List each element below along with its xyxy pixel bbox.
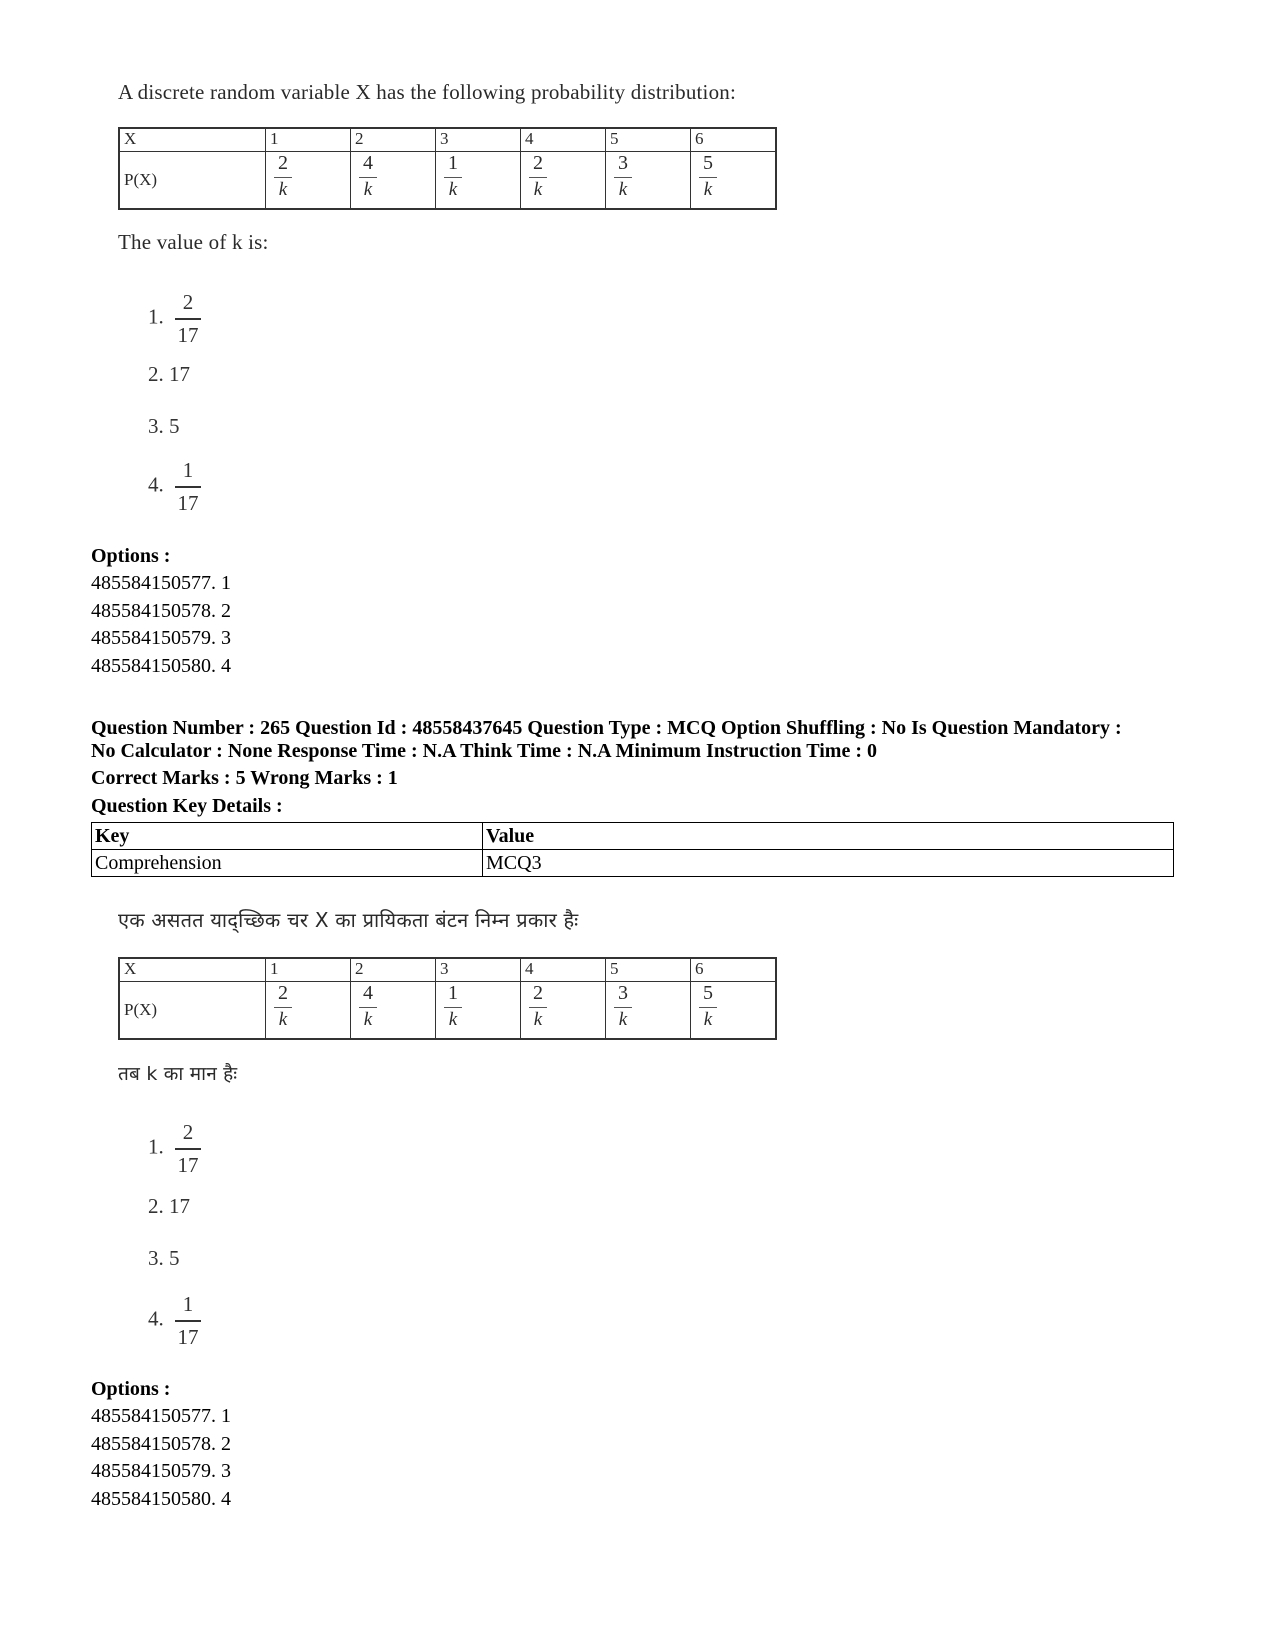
key-details-table xyxy=(91,822,1174,877)
probability-table xyxy=(118,127,777,210)
x-value: 3 xyxy=(436,128,521,152)
x-value: 4 xyxy=(521,128,606,152)
choice-1: 1. $\frac{2}{17}$ xyxy=(148,1120,201,1178)
x-value: 1 xyxy=(266,128,351,152)
x-row-label: X xyxy=(119,958,266,982)
option-id: 485584150579. 3 xyxy=(91,627,231,649)
value-header: Value xyxy=(483,823,1174,850)
probability-fraction: $\frac{3}{k}$ xyxy=(614,152,632,201)
question-stem: A discrete random variable X has the following probability distribution: xyxy=(118,80,737,104)
choice-2: 2. 17 xyxy=(148,362,190,386)
key-cell: Comprehension xyxy=(92,850,483,877)
x-value: 1 xyxy=(266,958,351,982)
choice-3: 3. 5 xyxy=(148,1246,180,1270)
question-image-english xyxy=(118,80,798,255)
p-row-label: P(X) xyxy=(119,152,266,210)
probability-fraction: $\frac{5}{k}$ xyxy=(699,152,717,201)
question-meta-line1: Question Number : 265 Question Id : 48558437645 Question Type : MCQ Option Shuffling : No Is Question Mandatory : xyxy=(91,717,1122,739)
probability-fraction: $\frac{1}{k}$ xyxy=(444,152,462,201)
x-value: 5 xyxy=(606,958,691,982)
option-id: 485584150578. 2 xyxy=(91,600,231,622)
question-meta-line2: No Calculator : None Response Time : N.A Think Time : N.A Minimum Instruction Time : 0 xyxy=(91,740,877,762)
probability-fraction: $\frac{2}{k}$ xyxy=(529,982,547,1031)
choice-4: 4. $\frac{1}{17}$ xyxy=(148,458,201,516)
option-id: 485584150579. 3 xyxy=(91,1460,231,1482)
p-row-label: P(X) xyxy=(119,982,266,1040)
probability-table xyxy=(118,957,777,1040)
option-id: 485584150577. 1 xyxy=(91,572,231,594)
key-details-label: Question Key Details : xyxy=(91,795,283,817)
probability-fraction: $\frac{4}{k}$ xyxy=(359,152,377,201)
option-id: 485584150580. 4 xyxy=(91,655,231,677)
choice-1: 1. $\frac{2}{17}$ xyxy=(148,290,201,348)
question-stem: एक असतत याद्च्छिक चर X का प्रायिकता बंटन निम्न प्रकार हैः xyxy=(118,908,579,932)
x-value: 6 xyxy=(691,128,777,152)
choice-2: 2. 17 xyxy=(148,1194,190,1218)
x-value: 4 xyxy=(521,958,606,982)
option-id: 485584150577. 1 xyxy=(91,1405,231,1427)
probability-fraction: $\frac{1}{k}$ xyxy=(444,982,462,1031)
x-value: 3 xyxy=(436,958,521,982)
probability-fraction: $\frac{2}{k}$ xyxy=(529,152,547,201)
choice-4: 4. $\frac{1}{17}$ xyxy=(148,1292,201,1350)
probability-fraction: $\frac{2}{k}$ xyxy=(274,982,292,1031)
options-label: Options : xyxy=(91,545,171,567)
x-value: 6 xyxy=(691,958,777,982)
key-header: Key xyxy=(92,823,483,850)
option-id: 485584150578. 2 xyxy=(91,1433,231,1455)
question-image-hindi xyxy=(118,906,798,1086)
question-ask: तब k का मान हैः xyxy=(118,1063,238,1085)
choice-3: 3. 5 xyxy=(148,414,180,438)
probability-fraction: $\frac{5}{k}$ xyxy=(699,982,717,1031)
x-value: 5 xyxy=(606,128,691,152)
probability-fraction: $\frac{4}{k}$ xyxy=(359,982,377,1031)
x-value: 2 xyxy=(351,128,436,152)
probability-fraction: $\frac{2}{k}$ xyxy=(274,152,292,201)
value-cell: MCQ3 xyxy=(483,850,1174,877)
question-ask: The value of k is: xyxy=(118,230,269,254)
probability-fraction: $\frac{3}{k}$ xyxy=(614,982,632,1031)
x-row-label: X xyxy=(119,128,266,152)
x-value: 2 xyxy=(351,958,436,982)
option-id: 485584150580. 4 xyxy=(91,1488,231,1510)
options-label: Options : xyxy=(91,1378,171,1400)
marks-line: Correct Marks : 5 Wrong Marks : 1 xyxy=(91,767,398,789)
